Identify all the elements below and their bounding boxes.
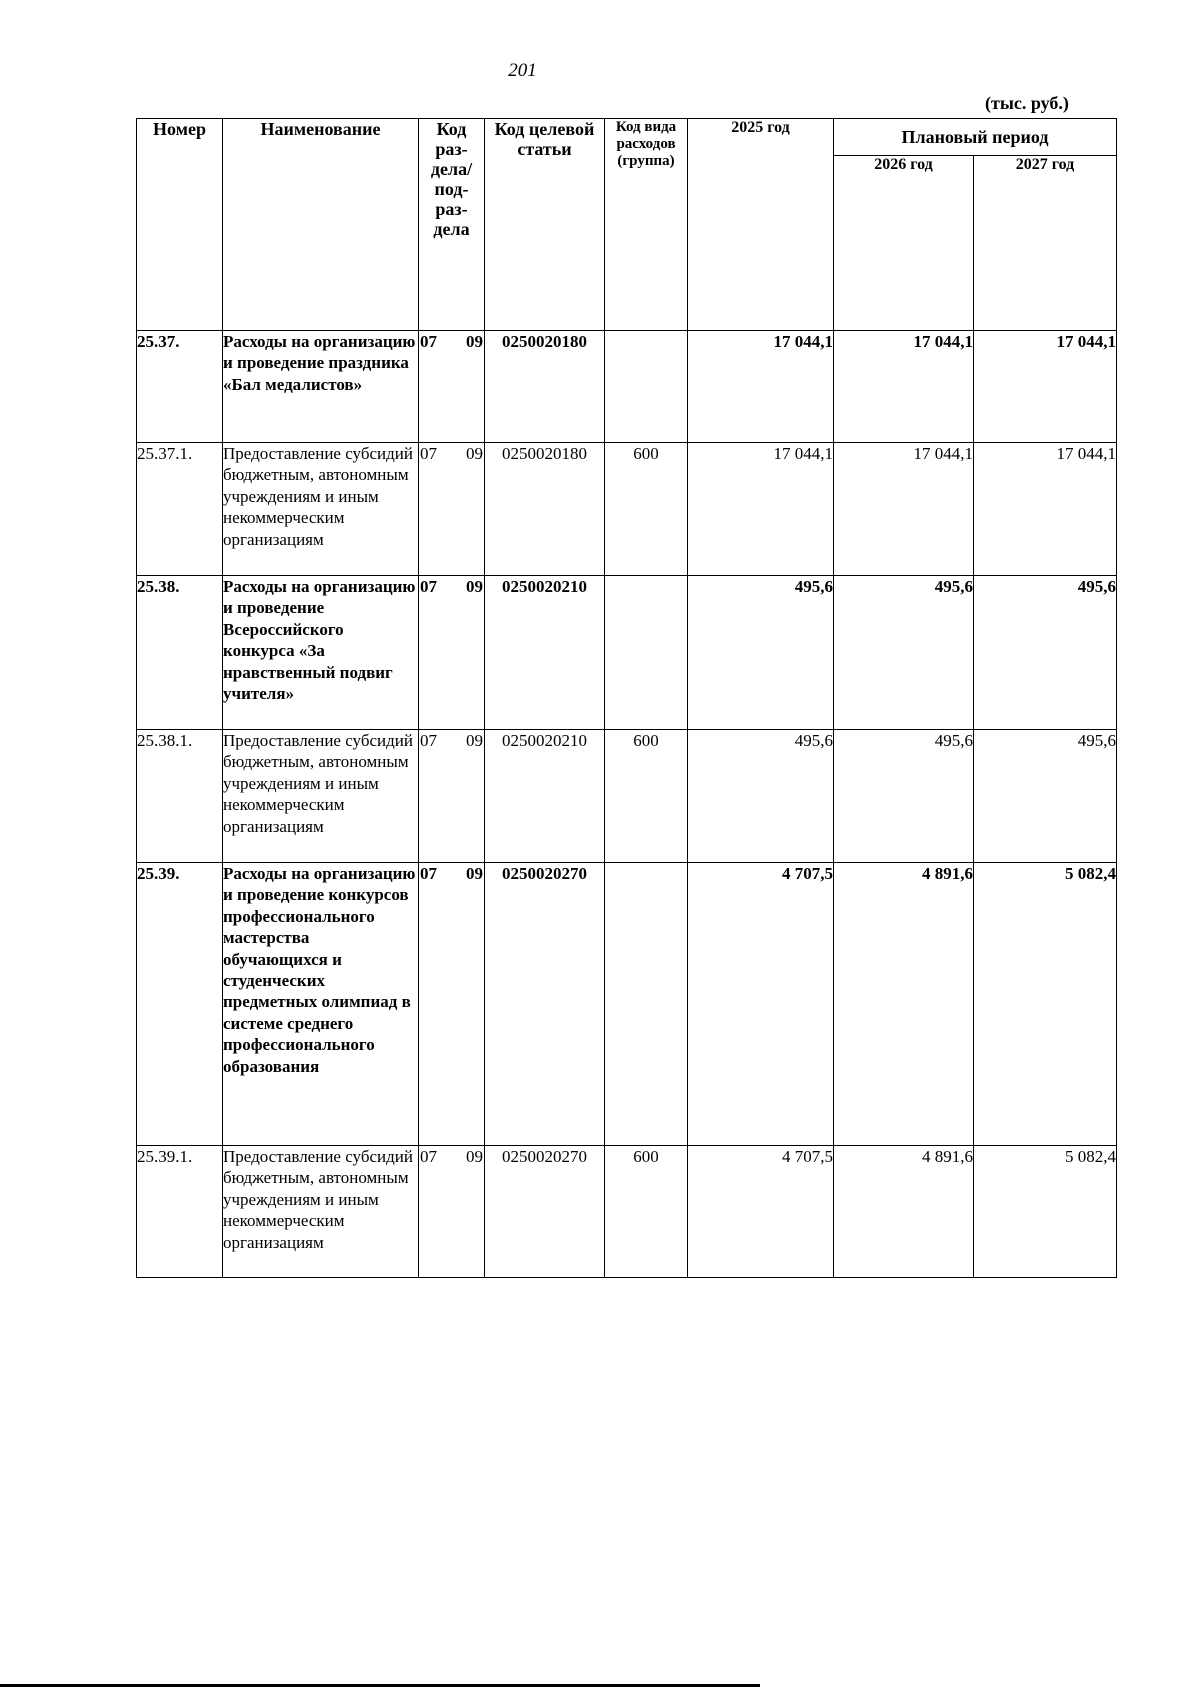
table-row — [137, 863, 1117, 1146]
header-2026: 2026 год — [834, 156, 974, 331]
header-2027: 2027 год — [974, 156, 1117, 331]
row-name: Расходы на организацию и проведение конкурсов профессионального мастерства обучающихся и студенческих предметных олимпиад в системе среднего профессионального образования — [223, 863, 419, 1146]
page-number: 201 — [508, 60, 537, 81]
budget-table — [136, 118, 1117, 1278]
row-kvr: 600 — [605, 1146, 688, 1278]
row-target: 0250020270 — [485, 863, 605, 1146]
header-plan-period: Плановый период — [834, 119, 1117, 156]
row-2027: 17 044,1 — [974, 331, 1117, 443]
row-2025: 495,6 — [688, 576, 834, 730]
row-2026: 495,6 — [834, 730, 974, 863]
header-target: Код целевой статьи — [485, 119, 605, 331]
row-kvr: 600 — [605, 443, 688, 576]
row-2025: 495,6 — [688, 730, 834, 863]
razdel-codes — [419, 730, 484, 751]
row-2026: 4 891,6 — [834, 1146, 974, 1278]
header-kvr: Код вида расходов (группа) — [605, 119, 688, 331]
razdel-codes — [419, 331, 484, 352]
razdel-code: 07 — [420, 731, 437, 750]
row-kvr — [605, 576, 688, 730]
row-razdel — [419, 331, 485, 443]
podrazdel-code: 09 — [466, 731, 483, 750]
row-razdel — [419, 443, 485, 576]
row-2025: 4 707,5 — [688, 863, 834, 1146]
table-body — [137, 331, 1117, 1278]
table-row — [137, 730, 1117, 863]
row-2026: 4 891,6 — [834, 863, 974, 1146]
row-target: 0250020270 — [485, 1146, 605, 1278]
razdel-code: 07 — [420, 864, 437, 883]
razdel-code: 07 — [420, 444, 437, 463]
row-target: 0250020210 — [485, 576, 605, 730]
row-2026: 17 044,1 — [834, 331, 974, 443]
row-number: 25.39.1. — [137, 1146, 223, 1278]
row-number: 25.37.1. — [137, 443, 223, 576]
row-razdel — [419, 576, 485, 730]
row-2026: 17 044,1 — [834, 443, 974, 576]
row-number: 25.39. — [137, 863, 223, 1146]
header-razdel: Код раз-дела/ под-раз-дела — [419, 119, 485, 331]
podrazdel-code: 09 — [466, 332, 483, 351]
row-2027: 5 082,4 — [974, 1146, 1117, 1278]
podrazdel-code: 09 — [466, 444, 483, 463]
row-name: Расходы на организацию и проведение праздника «Бал медалистов» — [223, 331, 419, 443]
row-number: 25.37. — [137, 331, 223, 443]
razdel-codes — [419, 863, 484, 884]
podrazdel-code: 09 — [466, 864, 483, 883]
row-2026: 495,6 — [834, 576, 974, 730]
table-row — [137, 576, 1117, 730]
row-2027: 495,6 — [974, 730, 1117, 863]
row-kvr — [605, 331, 688, 443]
row-name: Предоставление субсидий бюджетным, автономным учреждениям и иным некоммерческим организациям — [223, 443, 419, 576]
razdel-codes — [419, 576, 484, 597]
razdel-codes — [419, 1146, 484, 1167]
row-razdel — [419, 730, 485, 863]
row-2025: 4 707,5 — [688, 1146, 834, 1278]
row-2025: 17 044,1 — [688, 331, 834, 443]
podrazdel-code: 09 — [466, 1147, 483, 1166]
header-name: Наименование — [223, 119, 419, 331]
row-target: 0250020180 — [485, 331, 605, 443]
row-target: 0250020180 — [485, 443, 605, 576]
razdel-code: 07 — [420, 1147, 437, 1166]
row-target: 0250020210 — [485, 730, 605, 863]
row-name: Предоставление субсидий бюджетным, автономным учреждениям и иным некоммерческим организациям — [223, 730, 419, 863]
table-row — [137, 1146, 1117, 1278]
row-2027: 17 044,1 — [974, 443, 1117, 576]
razdel-code: 07 — [420, 332, 437, 351]
razdel-code: 07 — [420, 577, 437, 596]
row-number: 25.38. — [137, 576, 223, 730]
table-header — [137, 119, 1117, 331]
row-number: 25.38.1. — [137, 730, 223, 863]
row-2027: 495,6 — [974, 576, 1117, 730]
scan-border-line — [0, 1684, 760, 1687]
table-row — [137, 443, 1117, 576]
row-name: Предоставление субсидий бюджетным, автономным учреждениям и иным некоммерческим организациям — [223, 1146, 419, 1278]
row-2027: 5 082,4 — [974, 863, 1117, 1146]
row-name: Расходы на организацию и проведение Всероссийского конкурса «За нравственный подвиг учителя» — [223, 576, 419, 730]
row-kvr — [605, 863, 688, 1146]
header-number: Номер — [137, 119, 223, 331]
row-razdel — [419, 1146, 485, 1278]
row-razdel — [419, 863, 485, 1146]
units-label: (тыс. руб.) — [985, 93, 1069, 113]
podrazdel-code: 09 — [466, 577, 483, 596]
razdel-codes — [419, 443, 484, 464]
table-row — [137, 331, 1117, 443]
row-2025: 17 044,1 — [688, 443, 834, 576]
row-kvr: 600 — [605, 730, 688, 863]
header-2025: 2025 год — [688, 119, 834, 331]
